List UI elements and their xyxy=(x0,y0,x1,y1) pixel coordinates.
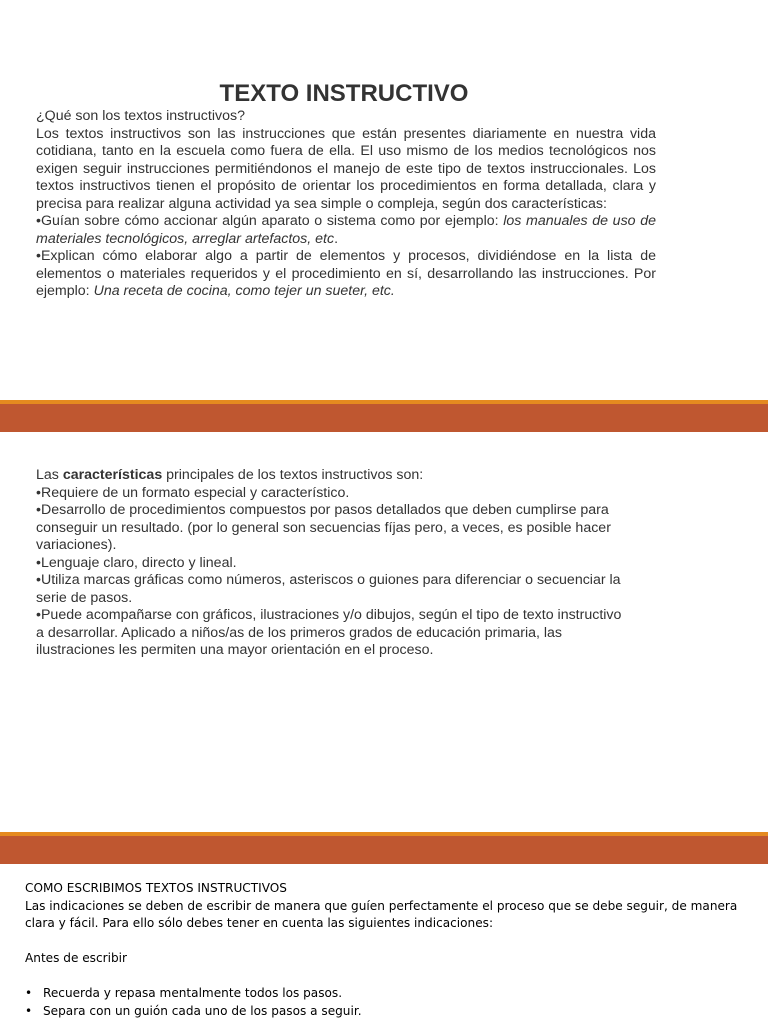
spacer xyxy=(25,933,743,951)
question-line: ¿Qué son los textos instructivos? xyxy=(36,108,245,124)
slide-divider-2 xyxy=(0,832,768,864)
bullet-guide-end: . xyxy=(334,230,339,247)
list-item: • Separa con un guión cada uno de los pasos a seguir. xyxy=(43,1003,743,1021)
bullet-guide xyxy=(36,213,656,248)
list-item: •Utiliza marcas gráficas como números, asteriscos o guiones para diferenciar o secuenciar la serie de pasos. xyxy=(36,572,621,606)
bullet-explain xyxy=(36,248,656,301)
bullet-explain-text: •Explican cómo elaborar algo a partir de elementos y procesos, dividiéndose en la lista de elementos o materiales requeridos y el procedimiento en sí, desarrollando las instrucciones. Por ejemplo: xyxy=(36,248,656,299)
section-intro: Las indicaciones se deben de escribir de manera que guíen perfectamente el proceso que se debe seguir, de manera clara y fácil. Para ello sólo debes tener en cuenta las siguientes indicaciones: xyxy=(25,898,738,930)
intro-pre: Las xyxy=(36,467,63,483)
section-heading: COMO ESCRIBIMOS TEXTOS INSTRUCTIVOS xyxy=(25,881,287,895)
characteristics-intro xyxy=(36,467,626,485)
steps-list xyxy=(25,985,743,1020)
list-item: •Requiere de un formato especial y característico. xyxy=(36,484,350,501)
intro-post: principales de los textos instructivos son: xyxy=(162,467,424,483)
slide-1-body xyxy=(36,108,656,301)
slide-2 xyxy=(0,432,768,832)
slide-3 xyxy=(0,864,768,1024)
list-item: • Recuerda y repasa mentalmente todos los pasos. xyxy=(43,985,743,1003)
slide-1 xyxy=(0,0,768,400)
list-item: •Desarrollo de procedimientos compuestos por pasos detallados que deben cumplirse para conseguir un resultado. (por lo general son secuencias fíjas pero, a veces, es posible hacer variaciones). xyxy=(36,502,611,553)
spacer xyxy=(25,968,743,986)
section-subheading: Antes de escribir xyxy=(25,951,127,965)
slide-2-body xyxy=(36,467,626,660)
intro-bold: características xyxy=(62,467,163,483)
page-title: TEXTO INSTRUCTIVO xyxy=(219,80,469,107)
list-item: •Lenguaje claro, directo y lineal. xyxy=(36,554,237,571)
bullet-guide-example: los manuales de uso de materiales tecnológicos, arreglar artefactos, etc xyxy=(36,213,657,247)
bullet-explain-example: Una receta de cocina, como tejer un sueter, etc. xyxy=(93,283,395,299)
slide-divider-1 xyxy=(0,400,768,432)
bullet-guide-text: •Guían sobre cómo accionar algún aparato o sistema como por ejemplo: xyxy=(36,213,504,229)
slide-3-body xyxy=(25,880,743,1020)
list-item: •Puede acompañarse con gráficos, ilustraciones y/o dibujos, según el tipo de texto instructivo a desarrollar. Aplicado a niños/as de los primeros grados de educación primaria, las ilustraciones les permiten una mayor orientación en el proceso. xyxy=(36,607,622,658)
intro-paragraph: Los textos instructivos son las instrucciones que están presentes diariamente en nuestra vida cotidiana, tanto en la escuela como fuera de ella. El uso mismo de los medios tecnológicos nos exigen seguir instrucciones permitiéndonos el manejo de este tipo de textos instruccionales. Los textos instructivos tienen el propósito de orientar los procedimientos en forma detallada, clara y precisa para realizar alguna actividad ya sea simple o compleja, según dos características: xyxy=(36,125,656,212)
